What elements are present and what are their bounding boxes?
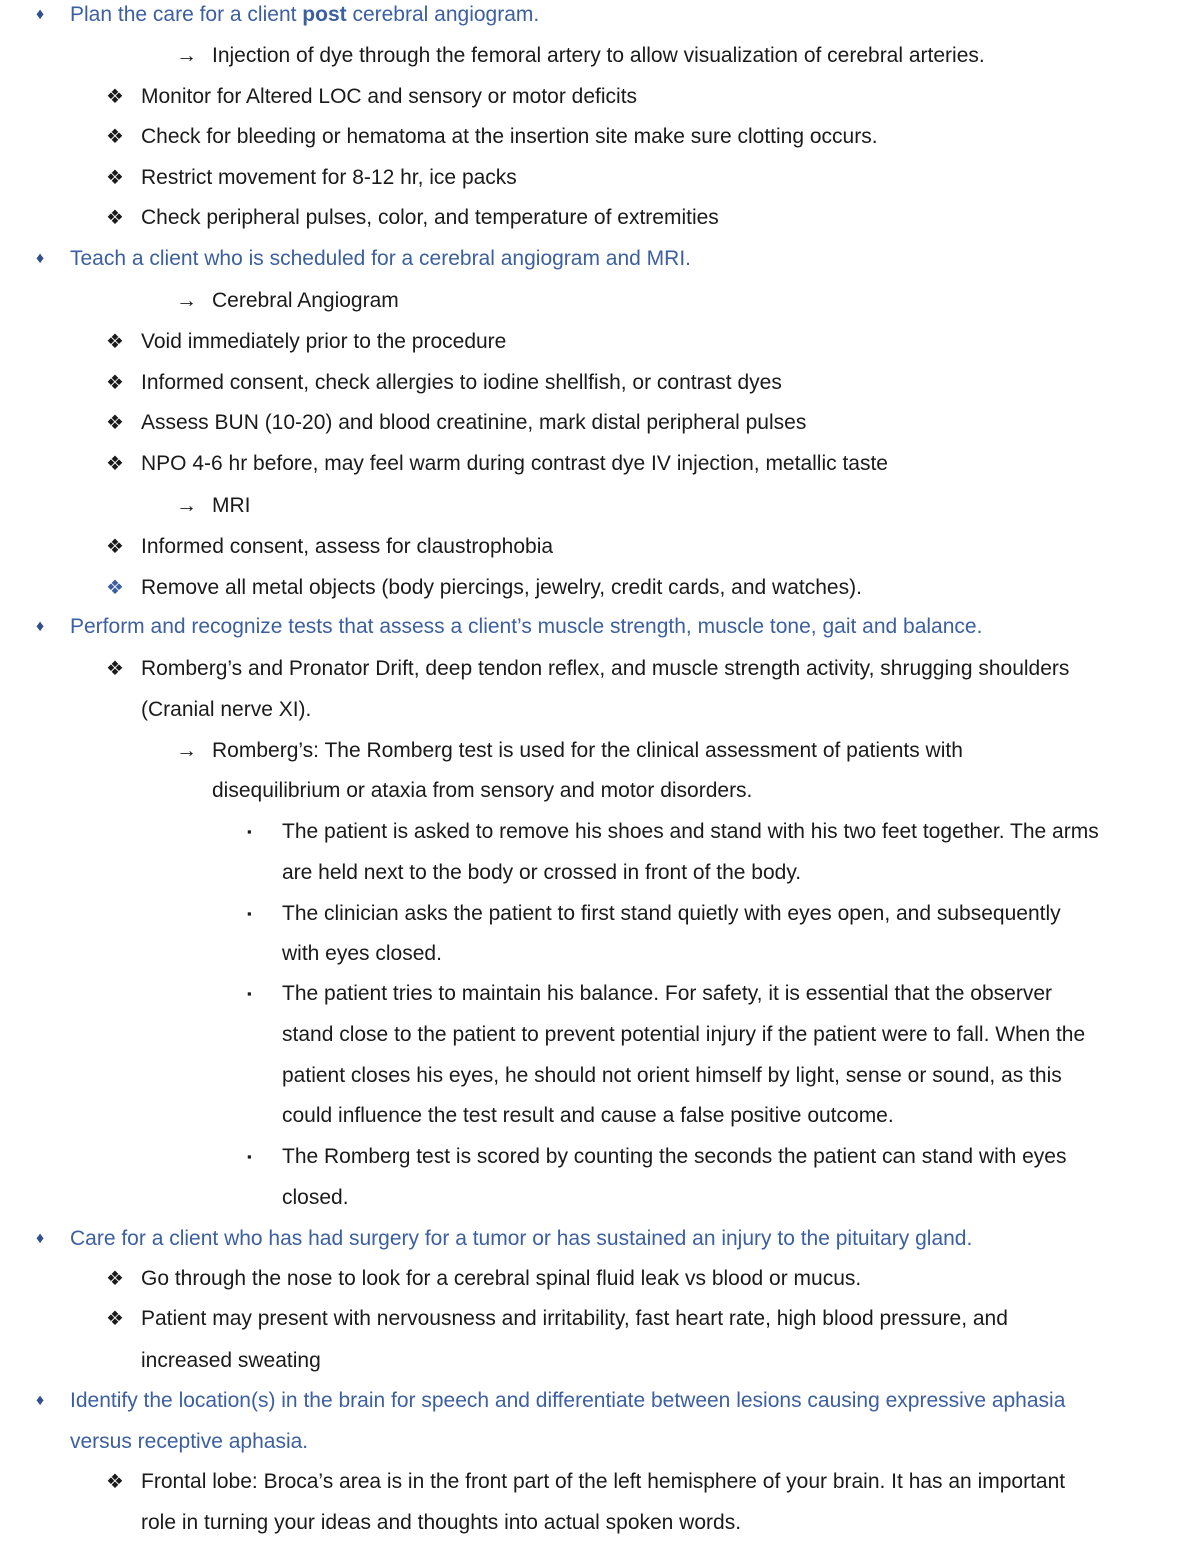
diamond-bullet-icon: ❖ <box>106 412 124 434</box>
list-item-text: Informed consent, assess for claustrophobia <box>141 535 554 558</box>
heading-text: Care for a client who has had surgery for a tumor or has sustained an injury to the pituitary gland. <box>70 1227 973 1250</box>
list-item-text: : Broca’s area is in the front part of the left hemisphere of your brain. It has an important <box>251 1470 1066 1493</box>
list-item-text: Check peripheral pulses, color, and temperature of extremities <box>141 206 719 229</box>
arrow-icon: → <box>176 289 197 312</box>
list-item-text: Assess BUN (10-20) and blood creatinine, mark distal peripheral pulses <box>141 411 807 434</box>
arrow-icon: → <box>176 739 197 762</box>
list-item-text: Check for bleeding or hematoma at the insertion site make sure clotting occurs. <box>141 125 878 148</box>
list-item-text: (Cranial nerve XI). <box>141 698 312 721</box>
diamond-bullet-icon: ❖ <box>106 207 124 229</box>
heading-text: cerebral angiogram. <box>346 3 540 26</box>
arrow-text: disequilibrium or ataxia from sensory and motor disorders. <box>212 779 753 802</box>
arrow-text: Romberg’s: The Romberg test is used for the clinical assessment of patients with <box>212 739 963 762</box>
diamond-bullet-icon: ❖ <box>106 1308 124 1330</box>
square-item-text: The Romberg test is scored by counting the seconds the patient can stand with eyes <box>282 1145 1067 1168</box>
section-bullet-icon: ♦ <box>36 1230 45 1247</box>
list-item-text: Go through the nose to look for a cerebral spinal fluid leak vs blood or mucus. <box>141 1267 862 1290</box>
diamond-bullet-icon: ❖ <box>106 658 124 680</box>
square-item-text: with eyes closed. <box>282 942 442 965</box>
diamond-bullet-icon: ❖ <box>106 86 124 108</box>
list-item-text: Patient may present with nervousness and irritability, fast heart rate, high blood pressure, and <box>141 1307 1008 1330</box>
square-item-text: The patient is asked to remove his shoes and stand with his two feet together. The arms <box>282 820 1099 843</box>
diamond-bullet-icon: ❖ <box>106 577 124 599</box>
diamond-bullet-icon: ❖ <box>106 536 124 558</box>
heading-text: Identify the location(s) in the brain for speech and differentiate between lesions causing expressive aphasia <box>70 1389 1066 1412</box>
heading-bold-text: post <box>302 3 347 26</box>
square-bullet-icon: ▪ <box>247 824 252 839</box>
section-bullet-icon: ♦ <box>36 618 45 635</box>
diamond-bullet-icon: ❖ <box>106 167 124 189</box>
heading-text: versus receptive aphasia. <box>70 1430 309 1453</box>
square-item-text: The patient tries to maintain his balance. For safety, it is essential that the observer <box>282 982 1052 1005</box>
list-item-text: Informed consent, check allergies to iodine shellfish, or contrast dyes <box>141 371 782 394</box>
list-item-text: Monitor for Altered LOC and sensory or motor deficits <box>141 85 638 108</box>
diamond-bullet-icon: ❖ <box>106 453 124 475</box>
list-item-text: Remove all metal objects (body piercings, jewelry, credit cards, and watches). <box>141 576 862 599</box>
list-item-text: increased sweating <box>141 1349 321 1372</box>
list-item-text: Restrict movement for 8-12 hr, ice packs <box>141 166 517 189</box>
list-item-text: Void immediately prior to the procedure <box>141 330 507 353</box>
list-item-text: NPO 4-6 hr before, may feel warm during contrast dye IV injection, metallic taste <box>141 452 888 475</box>
square-item-text: are held next to the body or crossed in front of the body. <box>282 861 802 884</box>
diamond-bullet-icon: ❖ <box>106 126 124 148</box>
square-bullet-icon: ▪ <box>247 906 252 921</box>
square-bullet-icon: ▪ <box>247 1149 252 1164</box>
diamond-bullet-icon: ❖ <box>106 1471 124 1493</box>
list-item-text: role in turning your ideas and thoughts into actual spoken words. <box>141 1511 742 1534</box>
arrow-text: MRI <box>212 494 251 517</box>
diamond-bullet-icon: ❖ <box>106 372 124 394</box>
list-item-text: Romberg’s and Pronator Drift, deep tendon reflex, and muscle strength activity, shrugging shoulders <box>141 657 1070 680</box>
arrow-icon: → <box>176 44 197 67</box>
arrow-text: Injection of dye through the femoral artery to allow visualization of cerebral arteries. <box>212 44 985 67</box>
diamond-bullet-icon: ❖ <box>106 331 124 353</box>
heading-text: Plan the care for a client <box>70 3 303 26</box>
square-item-text: closed. <box>282 1186 349 1209</box>
square-item-text: stand close to the patient to prevent potential injury if the patient were to fall. When the <box>282 1023 1086 1046</box>
heading-text: Teach a client who is scheduled for a cerebral angiogram and MRI. <box>70 247 691 270</box>
section-bullet-icon: ♦ <box>36 1392 45 1409</box>
square-item-text: could influence the test result and cause a false positive outcome. <box>282 1104 894 1127</box>
square-bullet-icon: ▪ <box>247 986 252 1001</box>
diamond-bullet-icon: ❖ <box>106 1268 124 1290</box>
section-bullet-icon: ♦ <box>36 250 45 267</box>
arrow-icon: → <box>176 494 197 517</box>
square-item-text: The clinician asks the patient to first stand quietly with eyes open, and subsequently <box>282 902 1061 925</box>
heading-text: Perform and recognize tests that assess a client’s muscle strength, muscle tone, gait and balance. <box>70 615 983 638</box>
section-bullet-icon: ♦ <box>36 6 45 23</box>
square-item-text: patient closes his eyes, he should not orient himself by light, sense or sound, as this <box>282 1064 1062 1087</box>
arrow-text: Cerebral Angiogram <box>212 289 399 312</box>
term-label: Frontal lobe <box>141 1470 252 1493</box>
